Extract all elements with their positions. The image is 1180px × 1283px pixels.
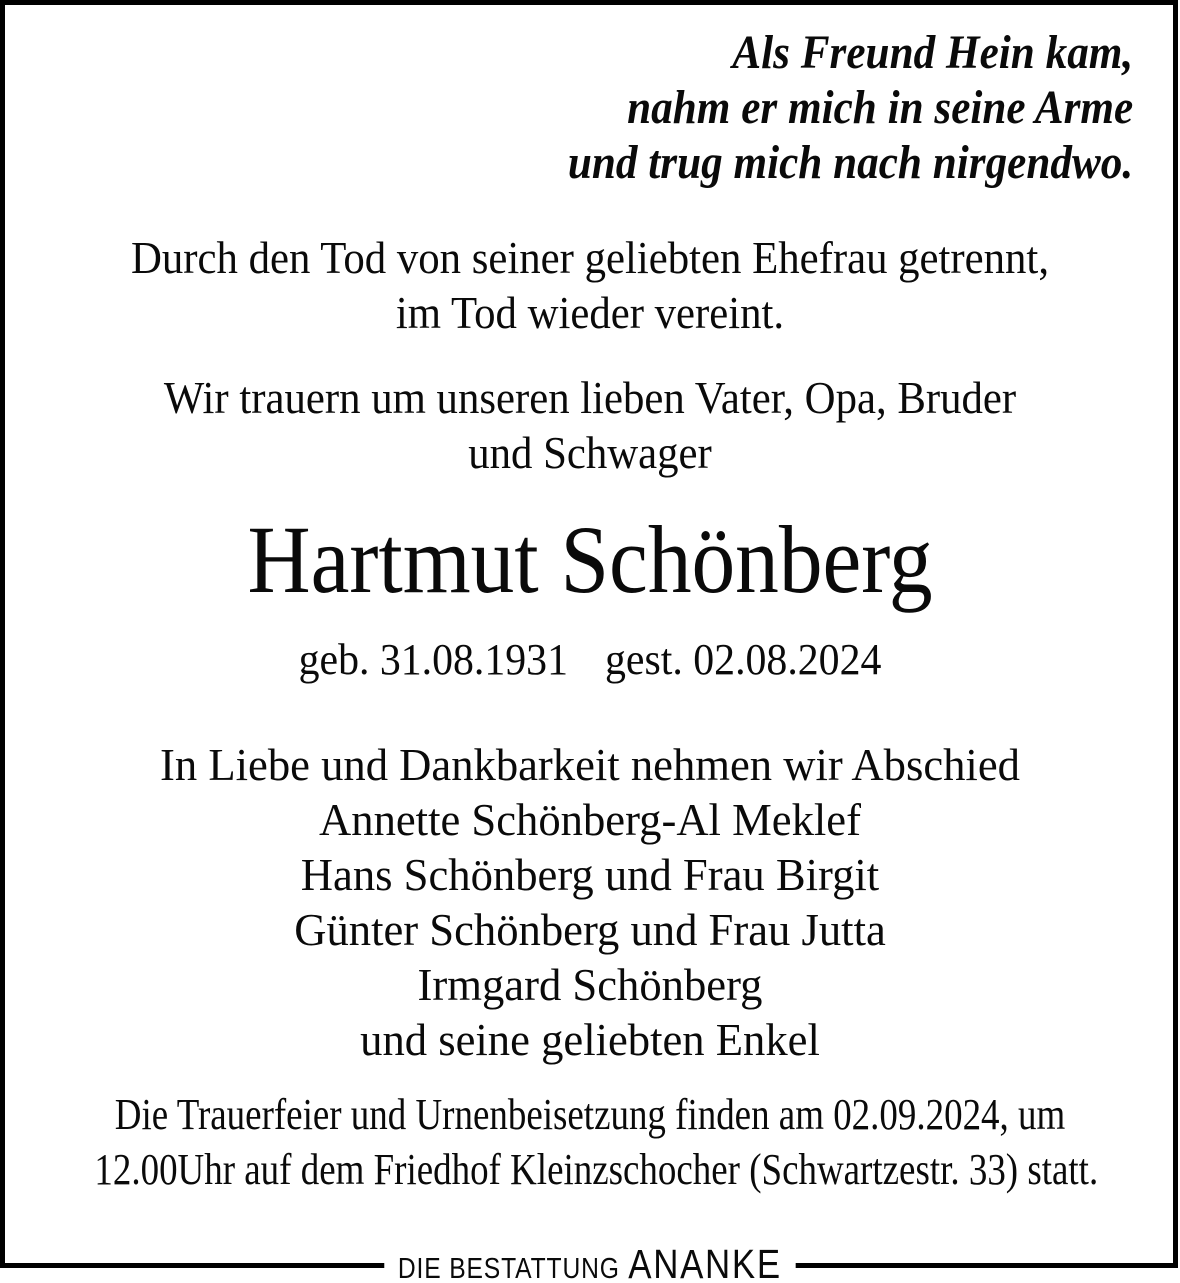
family-line: Günter Schönberg und Frau Jutta: [294, 904, 886, 955]
deceased-name: Hartmut Schönberg: [247, 506, 933, 613]
poem: [568, 25, 1133, 190]
mourning-text: [41, 370, 1138, 480]
poem-line: nahm er mich in seine Arme: [626, 81, 1133, 134]
funeral-line: 12.00Uhr auf dem Friedhof Kleinzschocher (Schwartzestr. 33) statt.: [94, 1145, 1099, 1194]
family-line: In Liebe und Dankbarkeit nehmen wir Abschied: [160, 739, 1020, 790]
funeral-home-brand: ANANKE: [628, 1241, 782, 1283]
funeral-home: [384, 1241, 795, 1283]
intro-text: [41, 230, 1138, 340]
family-list: [18, 737, 1163, 1067]
family-line: Hans Schönberg und Frau Birgit: [300, 849, 880, 900]
mourning-line: Wir trauern um unseren lieben Vater, Opa, Bruder: [163, 372, 1017, 423]
intro-line: Durch den Tod von seiner geliebten Ehefrau getrennt,: [130, 232, 1050, 283]
died-label: gest.: [605, 635, 683, 684]
born-label: geb.: [298, 635, 370, 684]
died-date: 02.08.2024: [693, 635, 882, 684]
funeral-line: Die Trauerfeier und Urnenbeisetzung finden am 02.09.2024, um: [114, 1090, 1066, 1139]
family-line: und seine geliebten Enkel: [360, 1014, 820, 1065]
intro-line: im Tod wieder vereint.: [395, 287, 785, 338]
funeral-home-band: [0, 1241, 1180, 1283]
family-line: Irmgard Schönberg: [417, 959, 763, 1010]
family-line: Annette Schönberg-Al Meklef: [319, 794, 861, 845]
mourning-line: und Schwager: [468, 427, 712, 478]
life-dates: [30, 632, 1151, 687]
poem-line: und trug mich nach nirgendwo.: [567, 136, 1133, 189]
funeral-info: [94, 1087, 1099, 1197]
born-date: 31.08.1931: [379, 635, 568, 684]
poem-line: Als Freund Hein kam,: [732, 26, 1133, 79]
funeral-home-prefix: DIE BESTATTUNG: [398, 1253, 620, 1283]
